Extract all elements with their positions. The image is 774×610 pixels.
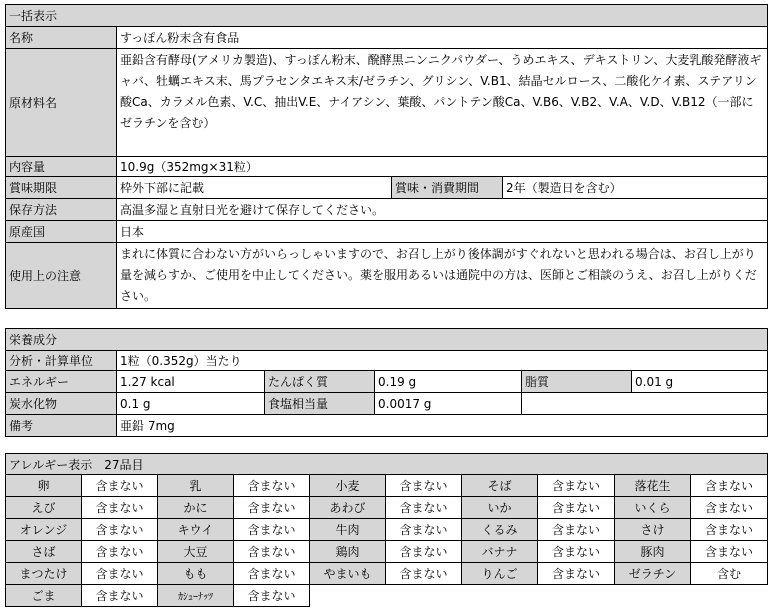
allergen-status: 含まない <box>691 497 768 519</box>
allergen-row <box>6 497 768 519</box>
protein-value: 0.19 g <box>375 371 522 393</box>
nutrition-table <box>5 328 768 437</box>
allergen-name: 卵 <box>6 475 82 497</box>
allergen-name: 落花生 <box>615 475 691 497</box>
allergen-row <box>6 519 768 541</box>
allergen-status: 含まない <box>691 475 768 497</box>
allergen-status: 含まない <box>386 541 462 563</box>
caution-label: 使用上の注意 <box>6 243 117 309</box>
unit-label: 分析・計算単位 <box>6 351 117 371</box>
allergen-name: さば <box>6 541 82 563</box>
allergen-status: 含まない <box>234 585 310 607</box>
allergen-status: 含まない <box>234 563 310 585</box>
allergen-name: えび <box>6 497 82 519</box>
allergen-status: 含まない <box>538 475 615 497</box>
allergen-status: 含まない <box>538 519 615 541</box>
unit-value: 1粒（0.352g）当たり <box>117 351 768 371</box>
allergen-name: バナナ <box>462 541 538 563</box>
allergen-name: もも <box>158 563 234 585</box>
allergen-name: 大豆 <box>158 541 234 563</box>
allergen-table <box>5 453 768 607</box>
allergen-status: 含まない <box>234 475 310 497</box>
allergen-status: 含まない <box>386 563 462 585</box>
allergen-name: まつたけ <box>6 563 82 585</box>
allergen-status: 含まない <box>234 541 310 563</box>
energy-value: 1.27 kcal <box>117 371 265 393</box>
allergen-name: かに <box>158 497 234 519</box>
allergen-name: さけ <box>615 519 691 541</box>
allergen-status: 含まない <box>691 541 768 563</box>
best-before-label: 賞味期限 <box>6 177 117 199</box>
ingredients-value: 亜鉛含有酵母(アメリカ製造)、すっぽん粉末、醗酵黒ニンニクパウダー、うめエキス、デキストリン、大麦乳酸発酵液ギャバ、牡蠣エキス末、馬プラセンタエキス末/ゼラチン、グリシン、V.B1、結晶セルロース、二酸化ケイ素、ステアリン酸Ca、カラメル色素、V.C、抽出V.E、ナイアシン、葉酸、パントテン酸Ca、V.B6、V.B2、V.A、V.D、V.B12（一部にゼラチンを含む） <box>117 49 768 157</box>
allergen-status: 含まない <box>234 497 310 519</box>
allergen-header: アレルギー表示 27品目 <box>6 454 768 475</box>
allergen-name: オレンジ <box>6 519 82 541</box>
allergen-status: 含まない <box>82 519 158 541</box>
allergen-status: 含む <box>691 563 768 585</box>
expiry-value: 2年（製造日を含む） <box>503 177 768 199</box>
allergen-row <box>6 585 768 607</box>
storage-label: 保存方法 <box>6 199 117 221</box>
allergen-name: やまいも <box>310 563 386 585</box>
allergen-name: 乳 <box>158 475 234 497</box>
caution-value: まれに体質に合わない方がいらっしゃいますので、お召し上がり後体調がすぐれないと思われる場合は、お召し上がり量を減らすか、ご使用を中止してください。薬を服用あるいは通院中の方は、医師とご相談のうえ、お召し上がりください。 <box>117 243 768 309</box>
summary-table <box>5 4 768 309</box>
allergen-name: 牛肉 <box>310 519 386 541</box>
nutrition-empty-cell <box>522 393 768 415</box>
allergen-status: 含まない <box>386 519 462 541</box>
allergen-name: 鶏肉 <box>310 541 386 563</box>
origin-label: 原産国 <box>6 221 117 243</box>
allergen-row <box>6 475 768 497</box>
allergen-status: 含まない <box>538 563 615 585</box>
expiry-label: 賞味・消費期間 <box>392 177 503 199</box>
best-before-value: 枠外下部に記載 <box>117 177 392 199</box>
notes-label: 備考 <box>6 415 117 437</box>
allergen-name: いくら <box>615 497 691 519</box>
allergen-name: 小麦 <box>310 475 386 497</box>
content-label: 内容量 <box>6 157 117 177</box>
energy-label: エネルギー <box>6 371 117 393</box>
allergen-status: 含まない <box>538 497 615 519</box>
allergen-status: 含まない <box>82 541 158 563</box>
allergen-name: ｶｼｭｰﾅｯﾂ <box>158 585 234 607</box>
allergen-status: 含まない <box>82 497 158 519</box>
notes-value: 亜鉛 7mg <box>117 415 768 437</box>
carb-label: 炭水化物 <box>6 393 117 415</box>
allergen-name: そば <box>462 475 538 497</box>
fat-label: 脂質 <box>522 371 632 393</box>
nutrition-header: 栄養成分 <box>6 329 768 351</box>
ingredients-label: 原材料名 <box>6 49 117 157</box>
allergen-status: 含まない <box>386 497 462 519</box>
protein-label: たんぱく質 <box>265 371 375 393</box>
allergen-row <box>6 541 768 563</box>
fat-value: 0.01 g <box>632 371 768 393</box>
storage-value: 高温多湿と直射日光を避けて保存してください。 <box>117 199 768 221</box>
allergen-name: ごま <box>6 585 82 607</box>
allergen-status: 含まない <box>538 541 615 563</box>
name-label: 名称 <box>6 27 117 49</box>
name-value: すっぽん粉末含有食品 <box>117 27 768 49</box>
carb-value: 0.1 g <box>117 393 265 415</box>
salt-label: 食塩相当量 <box>265 393 375 415</box>
allergen-name: あわび <box>310 497 386 519</box>
allergen-name: いか <box>462 497 538 519</box>
allergen-status: 含まない <box>82 585 158 607</box>
origin-value: 日本 <box>117 221 768 243</box>
allergen-empty <box>310 585 768 607</box>
allergen-name: りんご <box>462 563 538 585</box>
allergen-status: 含まない <box>691 519 768 541</box>
allergen-status: 含まない <box>234 519 310 541</box>
allergen-name: くるみ <box>462 519 538 541</box>
allergen-row <box>6 563 768 585</box>
content-value: 10.9g（352mg×31粒） <box>117 157 768 177</box>
allergen-name: キウイ <box>158 519 234 541</box>
allergen-name: 豚肉 <box>615 541 691 563</box>
allergen-status: 含まない <box>82 475 158 497</box>
allergen-status: 含まない <box>82 563 158 585</box>
salt-value: 0.0017 g <box>375 393 522 415</box>
allergen-status: 含まない <box>386 475 462 497</box>
summary-header: 一括表示 <box>6 5 768 27</box>
allergen-name: ゼラチン <box>615 563 691 585</box>
